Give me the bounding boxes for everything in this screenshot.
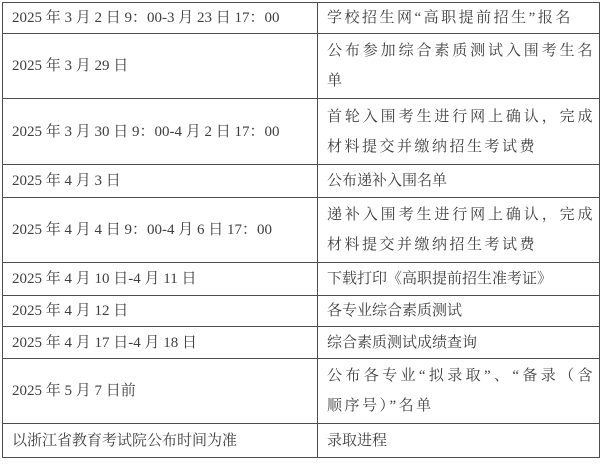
event-cell: 首轮入围考生进行网上确认，完成材料提交并缴纳招生考试费 [318, 99, 600, 165]
date-cell: 2025 年 3 月 29 日 [3, 34, 318, 99]
date-cell: 2025 年 4 月 17 日-4 月 18 日 [3, 327, 318, 359]
date-cell: 2025 年 5 月 7 日前 [3, 359, 318, 424]
event-cell: 公布各专业“拟录取”、“备录（含顺序号）”名单 [318, 359, 600, 424]
table-row [3, 296, 600, 327]
table-row [3, 3, 600, 34]
date-cell: 2025 年 3 月 30 日 9：00-4 月 2 日 17：00 [3, 99, 318, 165]
event-cell: 公布参加综合素质测试入围考生名单 [318, 34, 600, 99]
table-row [3, 359, 600, 424]
date-cell: 以浙江省教育考试院公布时间为准 [3, 424, 318, 458]
event-cell: 综合素质测试成绩查询 [318, 327, 600, 359]
event-cell: 录取进程 [318, 424, 600, 458]
event-cell: 各专业综合素质测试 [318, 296, 600, 327]
date-cell: 2025 年 4 月 12 日 [3, 296, 318, 327]
date-cell: 2025 年 3 月 2 日 9：00-3 月 23 日 17：00 [3, 3, 318, 34]
table-row [3, 198, 600, 263]
table-row [3, 34, 600, 99]
table-row [3, 263, 600, 296]
table-row [3, 327, 600, 359]
event-cell: 递补入围考生进行网上确认，完成材料提交并缴纳招生考试费 [318, 198, 600, 263]
schedule-table [2, 2, 600, 458]
date-cell: 2025 年 4 月 3 日 [3, 165, 318, 198]
event-cell: 下载打印《高职提前招生准考证》 [318, 263, 600, 296]
date-cell: 2025 年 4 月 4 日 9：00-4 月 6 日 17：00 [3, 198, 318, 263]
event-cell: 公布递补入围名单 [318, 165, 600, 198]
table-row [3, 165, 600, 198]
table-row [3, 424, 600, 458]
date-cell: 2025 年 4 月 10 日-4 月 11 日 [3, 263, 318, 296]
table-row [3, 99, 600, 165]
event-cell: 学校招生网“高职提前招生”报名 [318, 3, 600, 34]
